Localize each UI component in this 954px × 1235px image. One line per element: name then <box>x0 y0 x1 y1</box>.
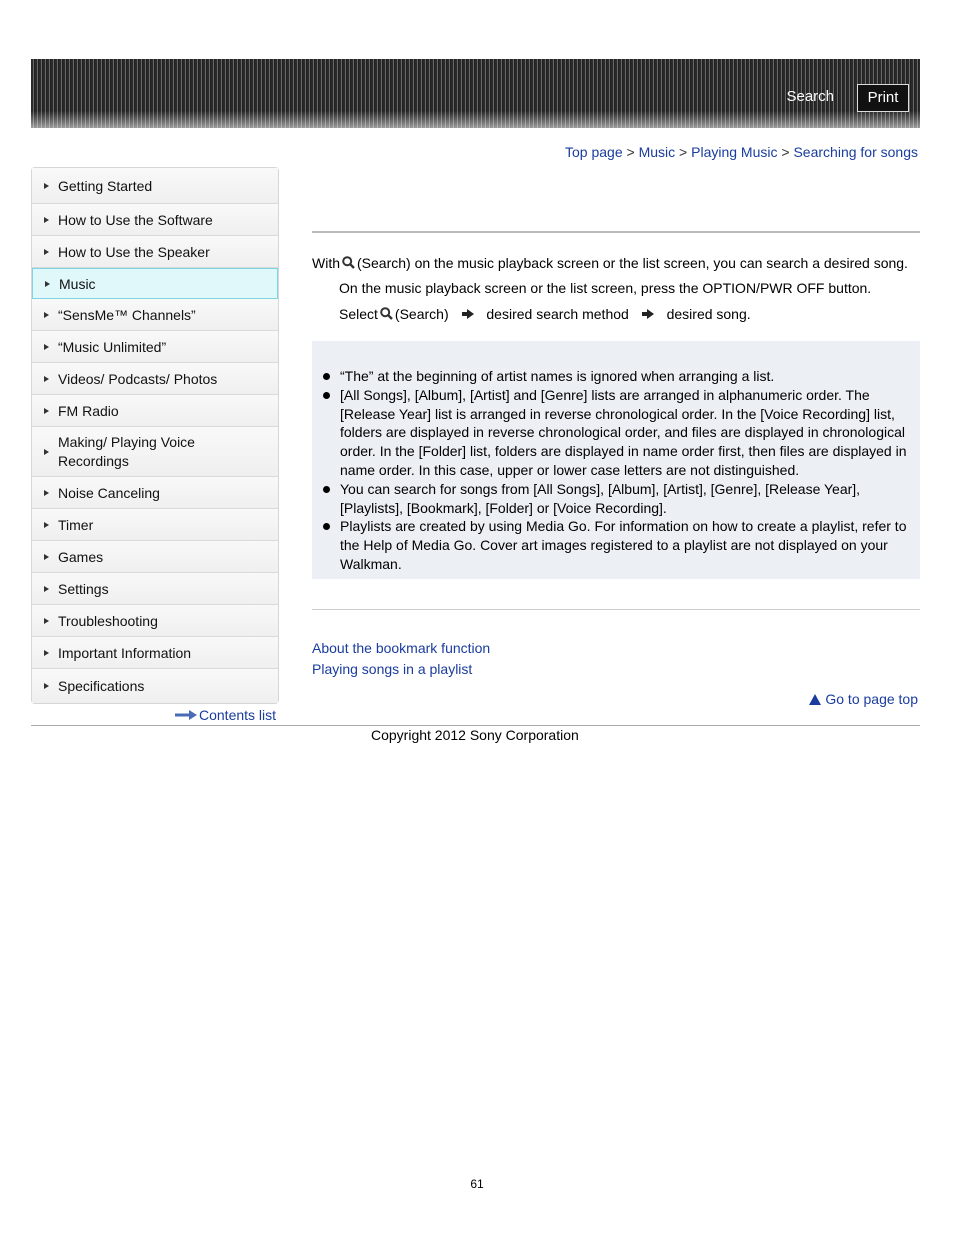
sidebar-item-voice-recordings[interactable] <box>32 427 278 477</box>
footer-divider <box>31 725 920 726</box>
right-arrow-icon <box>175 710 197 720</box>
sidebar-item-important-information[interactable] <box>32 637 278 669</box>
note-text: “The” at the beginning of artist names is ignored when arranging a list. <box>340 368 775 384</box>
breadcrumb-separator: > <box>679 144 688 160</box>
title-divider <box>312 231 920 233</box>
sidebar-item-settings[interactable] <box>32 573 278 605</box>
bullet-icon <box>323 392 330 399</box>
print-button[interactable]: Print <box>857 84 909 112</box>
breadcrumb-separator: > <box>626 144 635 160</box>
header-banner <box>31 59 920 128</box>
sidebar-item-label: Getting Started <box>58 177 153 194</box>
menu-arrow-icon <box>45 281 50 287</box>
note-text: You can search for songs from [All Songs], [Album], [Artist], [Genre], [Release Year], [Playlists], [Bookmark], [Folder] or [Voice Recording]. <box>340 480 861 516</box>
page-number: 61 <box>470 1177 484 1191</box>
bullet-icon <box>323 523 330 530</box>
sidebar-item-sensme[interactable] <box>32 299 278 331</box>
sidebar-item-label: Important Information <box>58 644 192 661</box>
menu-arrow-icon <box>44 183 49 189</box>
right-arrow-icon <box>642 309 654 319</box>
breadcrumb-searching-for-songs[interactable]: Searching for songs <box>793 144 918 160</box>
menu-arrow-icon <box>44 683 49 689</box>
right-arrow-icon <box>462 309 474 319</box>
sidebar-item-videos[interactable] <box>32 363 278 395</box>
sidebar-item-noise-canceling[interactable] <box>32 477 278 509</box>
intro-after: (Search) on the music playback screen or the list screen, you can search a desired song. <box>357 255 908 271</box>
step-2 <box>339 306 751 322</box>
sidebar-item-label: “SensMe™ Channels” <box>58 306 196 323</box>
step2-select: Select <box>339 306 378 322</box>
search-icon <box>380 307 393 320</box>
sidebar-item-label: How to Use the Speaker <box>58 243 210 260</box>
sidebar-item-label: Settings <box>58 580 109 597</box>
step-1: On the music playback screen or the list screen, press the OPTION/PWR OFF button. <box>339 280 872 296</box>
sidebar-item-specifications[interactable] <box>32 669 278 703</box>
search-link[interactable]: Search <box>786 88 834 105</box>
intro-before: With <box>312 255 340 271</box>
copyright: Copyright 2012 Sony Corporation <box>371 727 579 743</box>
sidebar-item-label: Making/ Playing Voice Recordings <box>58 433 195 469</box>
menu-arrow-icon <box>44 490 49 496</box>
menu-arrow-icon <box>44 312 49 318</box>
note-item <box>321 480 915 518</box>
sidebar-item-label: Timer <box>58 516 94 533</box>
menu-arrow-icon <box>44 586 49 592</box>
step2-search: (Search) <box>394 306 449 322</box>
bullet-icon <box>323 373 330 380</box>
breadcrumb-separator: > <box>781 144 790 160</box>
breadcrumb-music[interactable]: Music <box>638 144 676 160</box>
step2-song: desired song. <box>666 306 751 322</box>
sidebar-item-label: Videos/ Podcasts/ Photos <box>58 370 218 387</box>
sidebar-item-fm-radio[interactable] <box>32 395 278 427</box>
notes-list <box>321 367 915 574</box>
note-item <box>321 386 915 480</box>
note-text: Playlists are created by using Media Go. For information on how to create a playlist, refer to the Help of Media Go. Cover art images registered to a playlist are not displayed on your Walkman. <box>340 518 907 572</box>
menu-arrow-icon <box>44 376 49 382</box>
contents-list-label: Contents list <box>199 707 277 723</box>
menu-arrow-icon <box>44 449 49 455</box>
intro-text <box>312 255 908 271</box>
notes-box <box>312 341 920 579</box>
sidebar-item-getting-started[interactable] <box>32 168 278 204</box>
menu-arrow-icon <box>44 554 49 560</box>
sidebar-item-music-unlimited[interactable] <box>32 331 278 363</box>
sidebar-item-speaker[interactable] <box>32 236 278 268</box>
sidebar-nav <box>31 167 279 704</box>
sidebar-item-label: Noise Canceling <box>58 484 160 501</box>
bullet-icon <box>323 486 330 493</box>
related-link-bookmark[interactable]: About the bookmark function <box>312 640 491 656</box>
menu-arrow-icon <box>44 217 49 223</box>
note-item <box>321 367 915 386</box>
note-text: [All Songs], [Album], [Artist] and [Genre] lists are arranged in alphanumeric order. The [Release Year] list is arranged in reverse chronological order. In the [Voice Recording] list, folders are displayed in reverse chronological order, and files are displayed in chronological order. In the [Folder] list, folders are displayed in name order first, then files are displayed in name order. In this case, upper or lower case letters are not distinguished. <box>340 386 907 478</box>
menu-arrow-icon <box>44 344 49 350</box>
menu-arrow-icon <box>44 408 49 414</box>
sidebar-item-label: Games <box>58 548 104 565</box>
contents-list-link[interactable] <box>175 707 276 723</box>
sidebar-item-timer[interactable] <box>32 509 278 541</box>
menu-arrow-icon <box>44 650 49 656</box>
sidebar-item-label: Music <box>59 275 96 292</box>
related-link-playlist[interactable]: Playing songs in a playlist <box>312 661 473 677</box>
menu-arrow-icon <box>44 618 49 624</box>
sidebar-item-label: FM Radio <box>58 402 119 419</box>
menu-arrow-icon <box>44 249 49 255</box>
related-divider <box>312 609 920 610</box>
go-to-top-label: Go to page top <box>825 691 918 707</box>
go-to-page-top-link[interactable] <box>809 691 918 707</box>
step2-method: desired search method <box>486 306 629 322</box>
breadcrumb-playing-music[interactable]: Playing Music <box>691 144 778 160</box>
breadcrumb <box>565 144 918 160</box>
sidebar-item-software[interactable] <box>32 204 278 236</box>
sidebar-item-music[interactable] <box>32 268 278 299</box>
sidebar-item-troubleshooting[interactable] <box>32 605 278 637</box>
sidebar-item-label: “Music Unlimited” <box>58 338 167 355</box>
note-item <box>321 517 915 573</box>
sidebar-item-label: Specifications <box>58 678 145 694</box>
sidebar-item-games[interactable] <box>32 541 278 573</box>
menu-arrow-icon <box>44 522 49 528</box>
triangle-up-icon <box>809 694 821 705</box>
search-icon <box>342 256 355 269</box>
sidebar-item-label: How to Use the Software <box>58 211 213 228</box>
sidebar-item-label: Troubleshooting <box>58 612 158 629</box>
breadcrumb-top-page[interactable]: Top page <box>565 144 623 160</box>
